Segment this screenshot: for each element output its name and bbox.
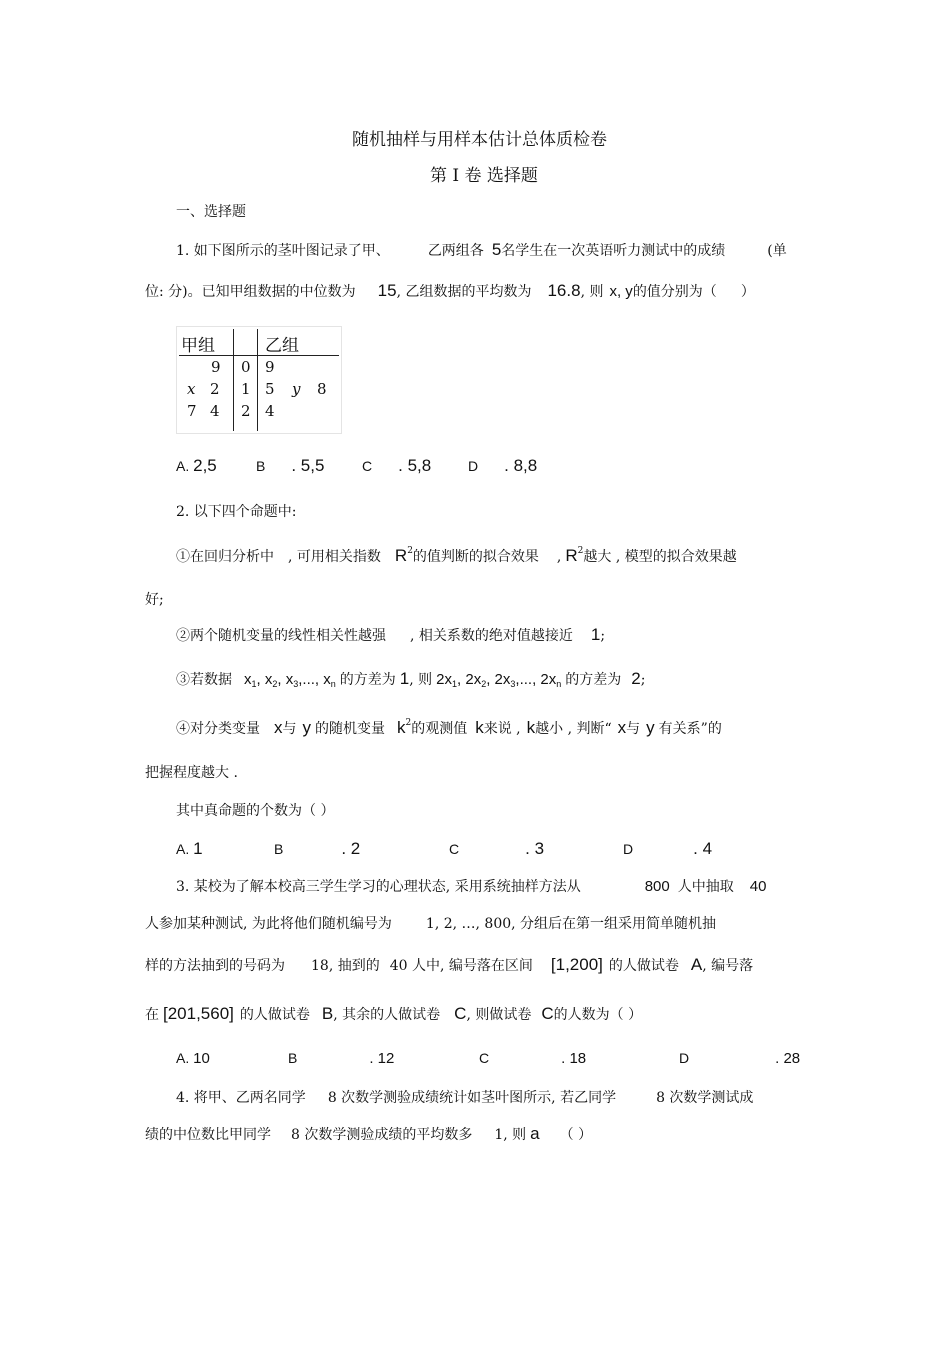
- stem-leaf-cell: 8: [317, 380, 327, 398]
- q1-median-value: 15: [377, 281, 397, 300]
- q1-text: 名学生在一次英语听力测试中的成绩: [501, 243, 726, 259]
- superscript: 2: [405, 718, 412, 728]
- q3-text: , 编号落: [702, 958, 754, 974]
- q1-count: 5: [491, 240, 502, 259]
- stem-leaf-stem: 0: [241, 358, 251, 376]
- q2-number: 1: [590, 625, 601, 644]
- stem-leaf-head-right: 乙组: [265, 336, 299, 356]
- q3-line-4: [145, 1004, 642, 1024]
- q1-text: 位: 分)。已知甲组数据的中位数为: [145, 284, 356, 300]
- stem-leaf-stem: 1: [241, 380, 251, 398]
- q2-text: ;: [640, 672, 646, 688]
- var-a: a: [530, 1124, 540, 1143]
- q4-text: （ ）: [559, 1127, 593, 1143]
- q2-text: 的方差为: [339, 672, 396, 688]
- option-label: C: [479, 1050, 490, 1066]
- q2-text: ④对分类变量: [176, 721, 260, 737]
- q2-text: 来说 ,: [483, 721, 521, 737]
- q3-line-3: [145, 955, 753, 975]
- q2-option-d[interactable]: [623, 839, 712, 859]
- q2-text: 越大 , 模型的拟合效果越: [583, 549, 737, 565]
- stem-leaf-cell: 4: [265, 402, 275, 420]
- q1-line-1: [176, 240, 787, 260]
- stem-leaf-cell: x: [187, 380, 196, 398]
- var-k: k: [475, 718, 484, 737]
- q2-text: ①在回归分析中: [176, 549, 274, 565]
- option-label: A.: [176, 841, 190, 857]
- q1-text: 乙两组各: [427, 243, 484, 259]
- q4-text: 1, 则: [494, 1127, 527, 1143]
- q1-text: (单: [767, 243, 787, 259]
- option-value: . 28: [775, 1050, 801, 1067]
- q3-text: 1, 2, …, 800, 分组后在第一组采用简单随机抽: [425, 916, 717, 932]
- section-heading: 一、选择题: [176, 204, 246, 220]
- q2-text: , 相关系数的绝对值越接近: [410, 628, 573, 644]
- q3-text: 在: [145, 1007, 159, 1023]
- q1-text: ）: [740, 284, 755, 300]
- option-label: C: [449, 841, 460, 857]
- q3-line-1: [176, 876, 766, 896]
- var-k: k: [526, 718, 536, 737]
- q4-line-2: [145, 1124, 592, 1144]
- q2-number: 2: [631, 669, 641, 688]
- r-symbol: R: [565, 546, 578, 565]
- stem-leaf-cell: 7: [187, 402, 197, 420]
- option-value: 1: [193, 839, 203, 858]
- q3-option-c[interactable]: [479, 1050, 586, 1067]
- stem-leaf-head-left: 甲组: [181, 336, 215, 356]
- var-y: y: [302, 718, 311, 737]
- q3-text: 的人做试卷: [608, 958, 679, 974]
- q1-text: , 乙组数据的平均数为: [396, 284, 532, 300]
- q3-interval: [1,200]: [550, 955, 603, 974]
- q3-line-2: [145, 913, 716, 933]
- q2-option-c[interactable]: [449, 839, 544, 859]
- option-value: . 5,5: [291, 456, 325, 475]
- q3-text: 样的方法抽到的号码为: [145, 958, 285, 974]
- q2-proposition-4: [176, 718, 722, 738]
- option-label: D: [623, 841, 634, 857]
- q1-variables: x, y: [609, 283, 633, 300]
- stem-leaf-cell: 9: [211, 358, 221, 376]
- stem-leaf-cell: 9: [265, 358, 275, 376]
- q1-option-a[interactable]: [176, 456, 217, 476]
- q4-text: 绩的中位数比甲同学: [145, 1127, 271, 1143]
- option-label: B: [288, 1050, 298, 1066]
- q2-text: 有关系”的: [658, 721, 722, 737]
- q2-number: 1: [399, 669, 410, 688]
- q2-text: 与: [626, 721, 641, 737]
- q2-option-b[interactable]: [274, 839, 360, 859]
- q1-option-c[interactable]: [362, 456, 431, 476]
- q2-text: 的方差为: [565, 672, 622, 688]
- q1-mean-value: 16.8: [547, 281, 581, 300]
- q3-text: , 其余的人做试卷: [333, 1007, 441, 1023]
- option-label: A.: [176, 1050, 190, 1066]
- q1-option-d[interactable]: [468, 456, 537, 476]
- q3-text: 的人做试卷: [239, 1007, 310, 1023]
- q1-line-2: [145, 281, 755, 301]
- stem-leaf-divider: [233, 329, 234, 431]
- stem-leaf-plot: [176, 326, 342, 434]
- option-label: D: [468, 458, 479, 474]
- q2-text: , 则: [409, 672, 433, 688]
- q2-text: ,: [556, 549, 562, 565]
- q3-option-a[interactable]: [176, 1050, 210, 1067]
- q3-paper-label: B: [321, 1004, 334, 1023]
- q2-text: ③若数据: [176, 672, 232, 688]
- option-value: . 4: [693, 839, 713, 858]
- q2-proposition-3: ③若数据 $x_1$, $x_2$, $x_3$,..., $x_n$ 的方差为 1, 则 $2x_1$, $2x_2$, $2x_3$,..., $2x_n$ 的方差为 2;: [176, 669, 646, 689]
- stem-leaf-divider: [257, 329, 258, 431]
- q3-text: 18, 抽到的: [311, 958, 380, 974]
- option-label: B: [256, 458, 266, 474]
- var-x: x: [274, 718, 283, 737]
- option-value: . 5,8: [398, 456, 432, 475]
- q1-option-b[interactable]: [256, 456, 324, 476]
- q3-number: 800: [644, 878, 670, 895]
- r-symbol: R: [394, 546, 408, 565]
- var-k: k: [397, 718, 406, 737]
- q2-text: ②两个随机变量的线性相关性越强: [176, 628, 386, 644]
- var-x: x: [617, 718, 627, 737]
- q1-text: , 则: [580, 284, 604, 300]
- q4-text: 8 次数学测验成绩的平均数多: [291, 1127, 473, 1143]
- option-value: . 3: [525, 839, 545, 858]
- q2-text: 越小 , 判断“: [535, 721, 612, 737]
- q3-text: 40 人中, 编号落在区间: [389, 958, 533, 974]
- superscript: 2: [577, 546, 584, 556]
- q2-proposition-2: [176, 625, 605, 645]
- option-label: D: [679, 1050, 690, 1066]
- q3-option-d[interactable]: [679, 1050, 800, 1067]
- option-value: 10: [193, 1050, 210, 1067]
- q2-ask: 其中真命题的个数为（ ）: [176, 803, 335, 819]
- option-label: C: [362, 458, 373, 474]
- q2-text: , 可用相关指数: [288, 549, 381, 565]
- q3-option-b[interactable]: [288, 1050, 394, 1067]
- q2-text: ;: [600, 628, 606, 644]
- option-label: A.: [176, 458, 190, 474]
- stem-leaf-header-rule: [179, 355, 339, 356]
- superscript: 2: [407, 546, 413, 556]
- q4-text: 4. 将甲、乙两名同学: [176, 1090, 306, 1106]
- q2-text: 与: [282, 721, 297, 737]
- q4-text: 8 次数学测试成: [656, 1090, 754, 1106]
- q4-text: 8 次数学测验成绩统计如茎叶图所示, 若乙同学: [327, 1090, 617, 1106]
- stem-leaf-cell: y: [292, 380, 301, 398]
- option-value: 2,5: [193, 456, 217, 475]
- q1-text: 1. 如下图所示的茎叶图记录了甲、: [176, 243, 390, 259]
- q2-proposition-1: [176, 546, 737, 566]
- stem-leaf-cell: 5: [265, 380, 275, 398]
- q2-proposition-4-cont: 把握程度越大 .: [145, 765, 238, 781]
- q3-text: , 则做试卷: [466, 1007, 532, 1023]
- q3-paper-label: C: [454, 1004, 467, 1023]
- q2-text: 的随机变量: [315, 721, 385, 737]
- q3-number: 40: [749, 878, 767, 895]
- section-subtitle: 第 I 卷 选择题: [430, 166, 538, 186]
- stem-leaf-cell: 2: [210, 380, 220, 398]
- q4-line-1: [176, 1087, 753, 1107]
- q3-interval: [201,560]: [163, 1004, 234, 1023]
- q1-text: 的值分别为（: [632, 284, 717, 300]
- q2-text: 的值判断的拟合效果: [412, 549, 539, 565]
- q3-paper-label: A: [690, 955, 703, 974]
- q3-text: 的人数为（ ）: [553, 1007, 643, 1023]
- option-value: . 8,8: [504, 456, 538, 475]
- option-value: . 18: [561, 1050, 587, 1067]
- q2-option-a[interactable]: [176, 839, 203, 859]
- option-value: . 2: [341, 839, 361, 858]
- var-y: y: [646, 718, 655, 737]
- q2-text: 的观测值: [411, 721, 468, 737]
- q2-intro: 2. 以下四个命题中:: [176, 504, 297, 520]
- q2-proposition-1-cont: 好;: [145, 592, 164, 608]
- page-title: 随机抽样与用样本估计总体质检卷: [352, 130, 607, 150]
- q3-paper-label: C: [541, 1004, 554, 1023]
- option-label: B: [274, 841, 284, 857]
- q3-text: 人中抽取: [677, 879, 734, 895]
- q3-text: 人参加某种测试, 为此将他们随机编号为: [145, 916, 392, 932]
- stem-leaf-stem: 2: [241, 402, 251, 420]
- q3-text: 3. 某校为了解本校高三学生学习的心理状态, 采用系统抽样方法从: [176, 879, 581, 895]
- option-value: . 12: [369, 1050, 395, 1067]
- stem-leaf-cell: 4: [210, 402, 220, 420]
